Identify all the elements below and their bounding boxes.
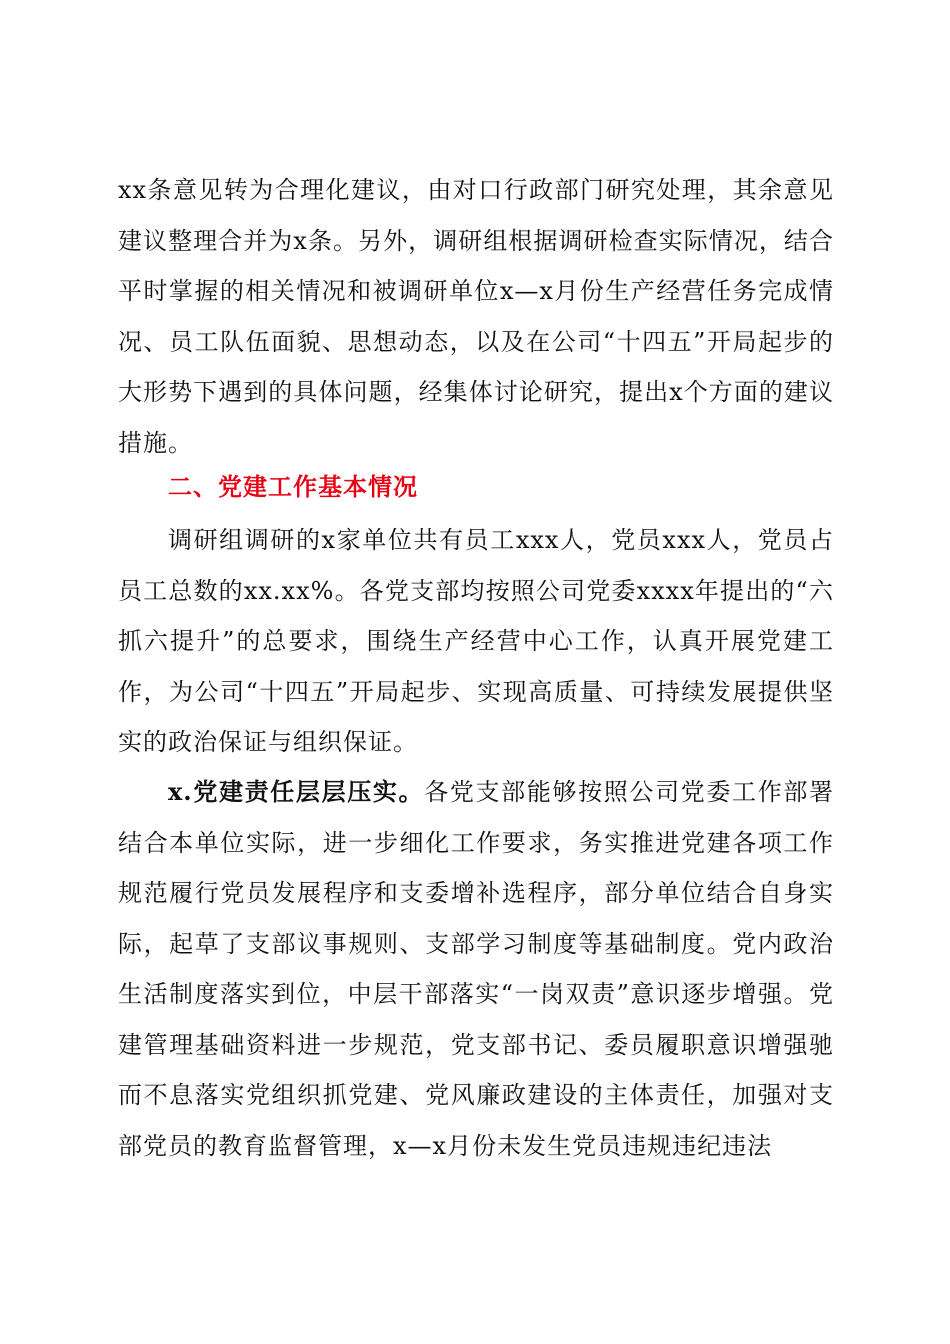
paragraph-party-overview: 调研组调研的x家单位共有员工xxx人，党员xxx人，党员占员工总数的xx.xx%。各党支部均按照公司党委xxxx年提出的“六抓六提升”的总要求，围绕生产经营中心工作，认真开展党建工作，为公司“十四五”开局起步、实现高质量、可持续发展提供坚实的政治保证与组织保证。 (118, 526, 834, 756)
paragraph-suggestions: xx条意见转为合理化建议，由对口行政部门研究处理，其余意见建议整理合并为x条。另外，调研组根据调研检查实际情况，结合平时掌握的相关情况和被调研单位x—x月份生产经营任务完成情况、员工队伍面貌、思想动态，以及在公司“十四五”开局起步的大形势下遇到的具体问题，经集体讨论研究，提出x个方面的建议措施。 (118, 176, 834, 457)
paragraph-body-text: 各党支部能够按照公司党委工作部署结合本单位实际，进一步细化工作要求，务实推进党建各项工作规范履行党员发展程序和支委增补选程序，部分单位结合自身实际，起草了支部议事规则、支部学习制度等基础制度。党内政治生活制度落实到位，中层干部落实“一岗双责”意识逐步增强。党建管理基础资料进一步规范，党支部书记、委员履职意识增强驰而不息落实党组织抓党建、党风廉政建设的主体责任，加强对支部党员的教育监督管理，x—x月份未发生党员违规违纪违法 (118, 778, 834, 1160)
section-heading-party-building: 二、党建工作基本情况 (168, 473, 418, 501)
paragraph-lead-title: x.党建责任层层压实。 (168, 777, 425, 806)
paragraph-responsibility (118, 767, 834, 1171)
